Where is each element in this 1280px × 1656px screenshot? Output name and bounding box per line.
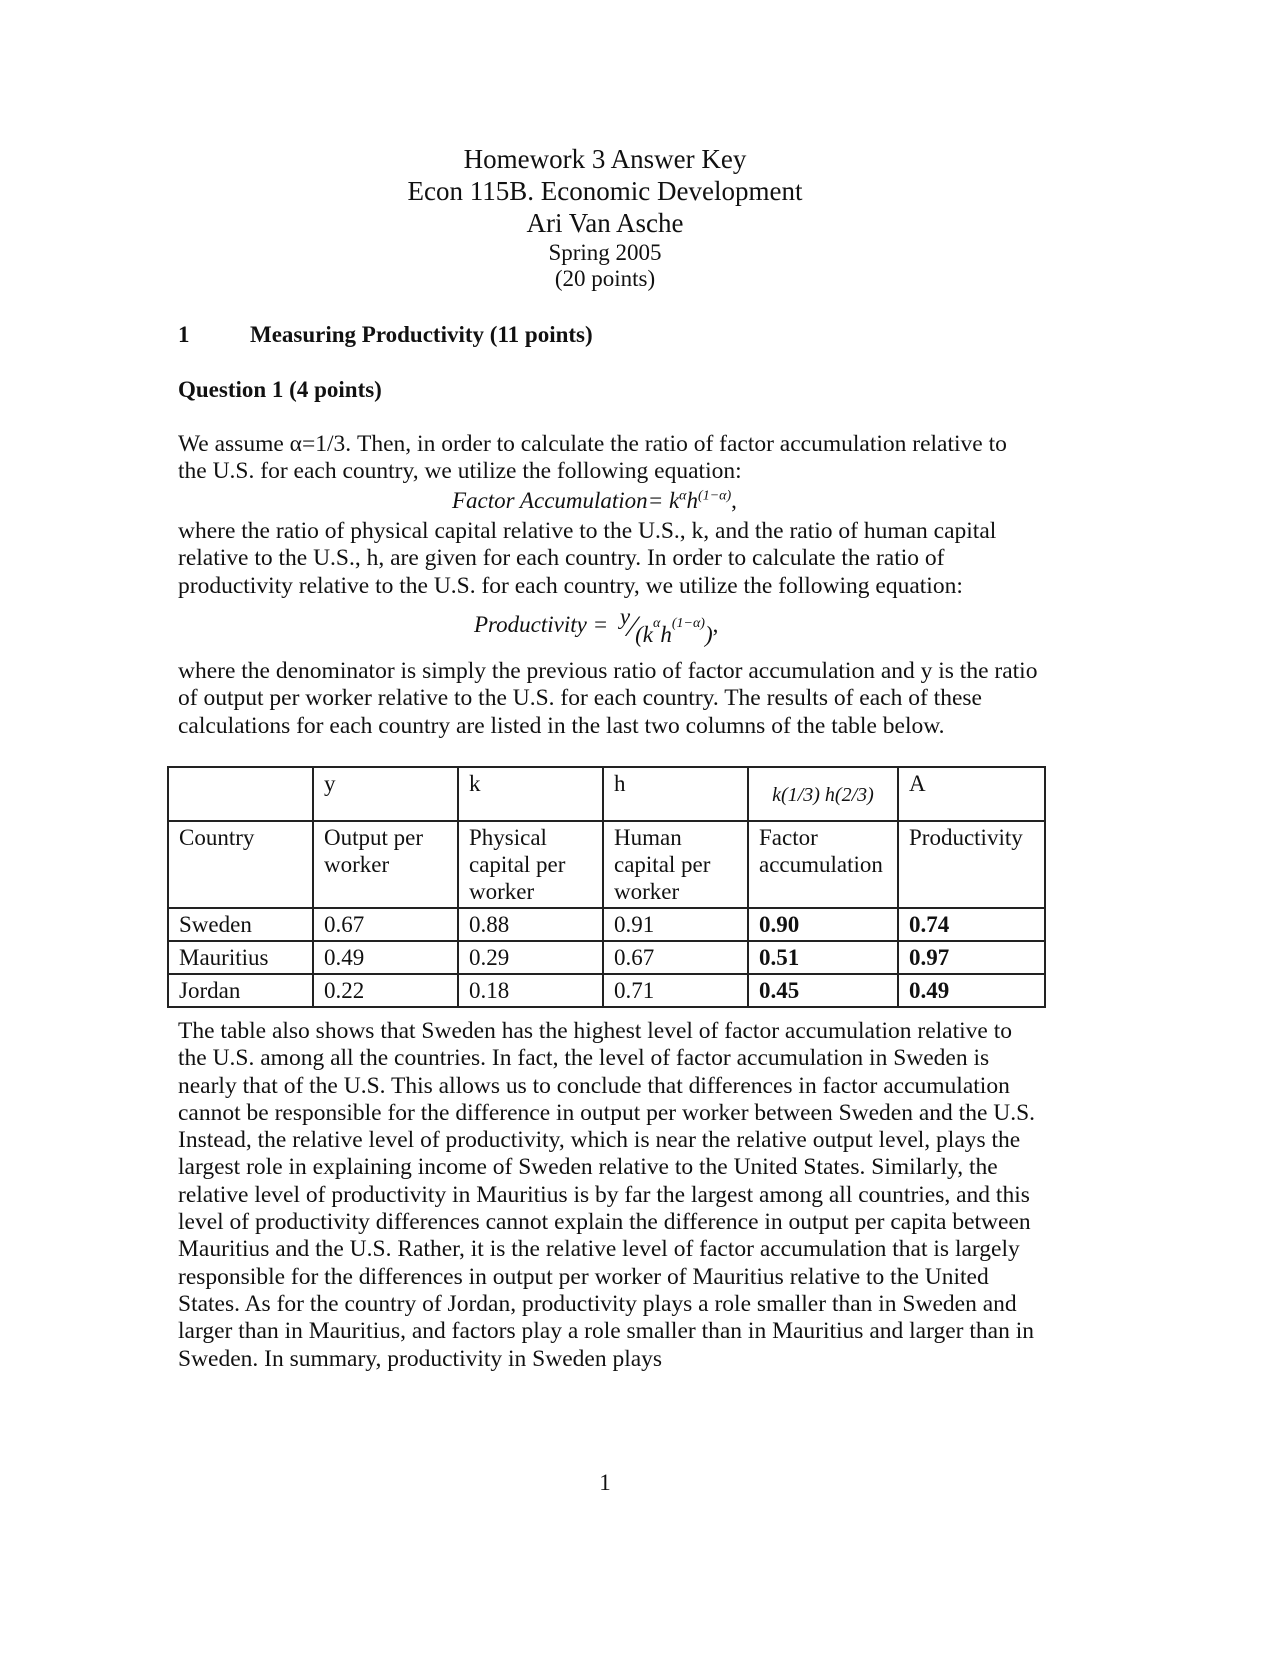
eq-denominator: (k xyxy=(635,622,653,647)
column-header: Productivity xyxy=(898,821,1045,908)
eq-comma: , xyxy=(712,612,719,637)
column-header: Physical capital per worker xyxy=(458,821,603,908)
table-cell: 0.45 xyxy=(748,974,898,1007)
column-header: Human capital per worker xyxy=(603,821,748,908)
paragraph-discussion: The table also shows that Sweden has the highest level of factor accumulation relative to the U.S. among all the countries. In fact, the level of factor accumulation in Sweden is nearly that of the U.S. This allows us to conclude that differences in factor accumulation cannot be responsible for the difference in output per worker between Sweden and the U.S. Instead, the relative level of productivity, which is near the relative output level, plays the largest role in explaining income of Sweden relative to the United States. Similarly, the relative level of productivity in Mauritius is by far the largest among all countries, and this level of productivity differences cannot explain the difference in output per capita between Mauritius and the U.S. Rather, it is the relative level of factor accumulation that is largely responsible for the differences in output per worker of Mauritius relative to the United States. As for the country of Jordan, productivity plays a role smaller than in Sweden and larger than in Mauritius, and factors play a role smaller than in Mauritius and larger than in Sweden. In summary, productivity in Sweden plays xyxy=(178,1018,1036,1372)
table-row xyxy=(168,941,1045,974)
table-cell: Mauritius xyxy=(168,941,313,974)
table-cell: 0.67 xyxy=(603,941,748,974)
eq-exp: (1−α) xyxy=(671,616,705,632)
table-cell: 0.90 xyxy=(748,908,898,941)
course-name: Econ 115B. Economic Development xyxy=(407,176,803,206)
eq-lhs: Factor Accumulation xyxy=(452,488,648,513)
equation-productivity: Productivity = $y⁄(k^\alpha h^{(1-\alpha)})$, xyxy=(474,604,719,647)
author: Ari Van Asche xyxy=(526,208,684,238)
eq-lhs: Productivity = xyxy=(474,612,609,637)
results-table xyxy=(167,766,1046,1008)
column-header: Output per worker xyxy=(313,821,458,908)
table-cell: 0.49 xyxy=(313,941,458,974)
table-cell: k xyxy=(458,767,603,821)
eq-k: = k xyxy=(647,488,680,513)
page-number: 1 xyxy=(599,1470,611,1495)
question-heading: Question 1 (4 points) xyxy=(178,377,382,402)
paragraph-definitions: where the ratio of physical capital relative to the U.S., k, and the ratio of human capital relative to the U.S., h, are given for each country. In order to calculate the ratio of productivity relative to the U.S. for each country, we utilize the following equation: xyxy=(178,518,997,599)
table-row xyxy=(168,908,1045,941)
table-cell: 0.49 xyxy=(898,974,1045,1007)
table-symbol-row xyxy=(168,767,1045,821)
table-cell xyxy=(168,767,313,821)
eq-h: h xyxy=(686,488,699,513)
table-cell: Jordan xyxy=(168,974,313,1007)
table-cell: h xyxy=(603,767,748,821)
table-cell: 0.97 xyxy=(898,941,1045,974)
table-cell: 0.74 xyxy=(898,908,1045,941)
eq-comma: , xyxy=(731,488,737,513)
table-cell: 0.91 xyxy=(603,908,748,941)
equation-factor-accumulation xyxy=(452,488,737,514)
eq-exp: α xyxy=(679,488,687,504)
total-points: (20 points) xyxy=(554,266,656,291)
eq-paren: ) xyxy=(704,622,713,647)
table-cell: 0.51 xyxy=(748,941,898,974)
table-cell: 0.29 xyxy=(458,941,603,974)
table-cell: y xyxy=(313,767,458,821)
table-cell: A xyxy=(898,767,1045,821)
table-cell-factor-formula: k(1/3) h(2/3) xyxy=(748,767,898,821)
eq-exp: (1−α) xyxy=(698,488,732,504)
table-row xyxy=(168,974,1045,1007)
table-cell: 0.71 xyxy=(603,974,748,1007)
column-header: Country xyxy=(168,821,313,908)
term: Spring 2005 xyxy=(548,240,662,265)
table-cell: 0.18 xyxy=(458,974,603,1007)
section-number: 1 xyxy=(178,322,190,347)
eq-exp: α xyxy=(652,616,661,632)
eq-h: h xyxy=(660,622,672,647)
doc-title: Homework 3 Answer Key xyxy=(463,144,747,174)
paragraph-results: where the denominator is simply the previous ratio of factor accumulation and y is the ratio of output per worker relative to the U.S. for each country. The results of each of these calculations for each country are listed in the last two columns of the table below. xyxy=(178,658,1038,739)
section-title: Measuring Productivity (11 points) xyxy=(250,322,593,347)
table-header-row xyxy=(168,821,1045,908)
eq-numerator: y xyxy=(619,604,631,629)
table-cell: 0.67 xyxy=(313,908,458,941)
table-cell: 0.22 xyxy=(313,974,458,1007)
column-header: Factor accumulation xyxy=(748,821,898,908)
table-cell: Sweden xyxy=(168,908,313,941)
paragraph-intro: We assume α=1/3. Then, in order to calculate the ratio of factor accumulation relative to the U.S. for each country, we utilize the following equation: xyxy=(178,431,1007,485)
table-cell: 0.88 xyxy=(458,908,603,941)
